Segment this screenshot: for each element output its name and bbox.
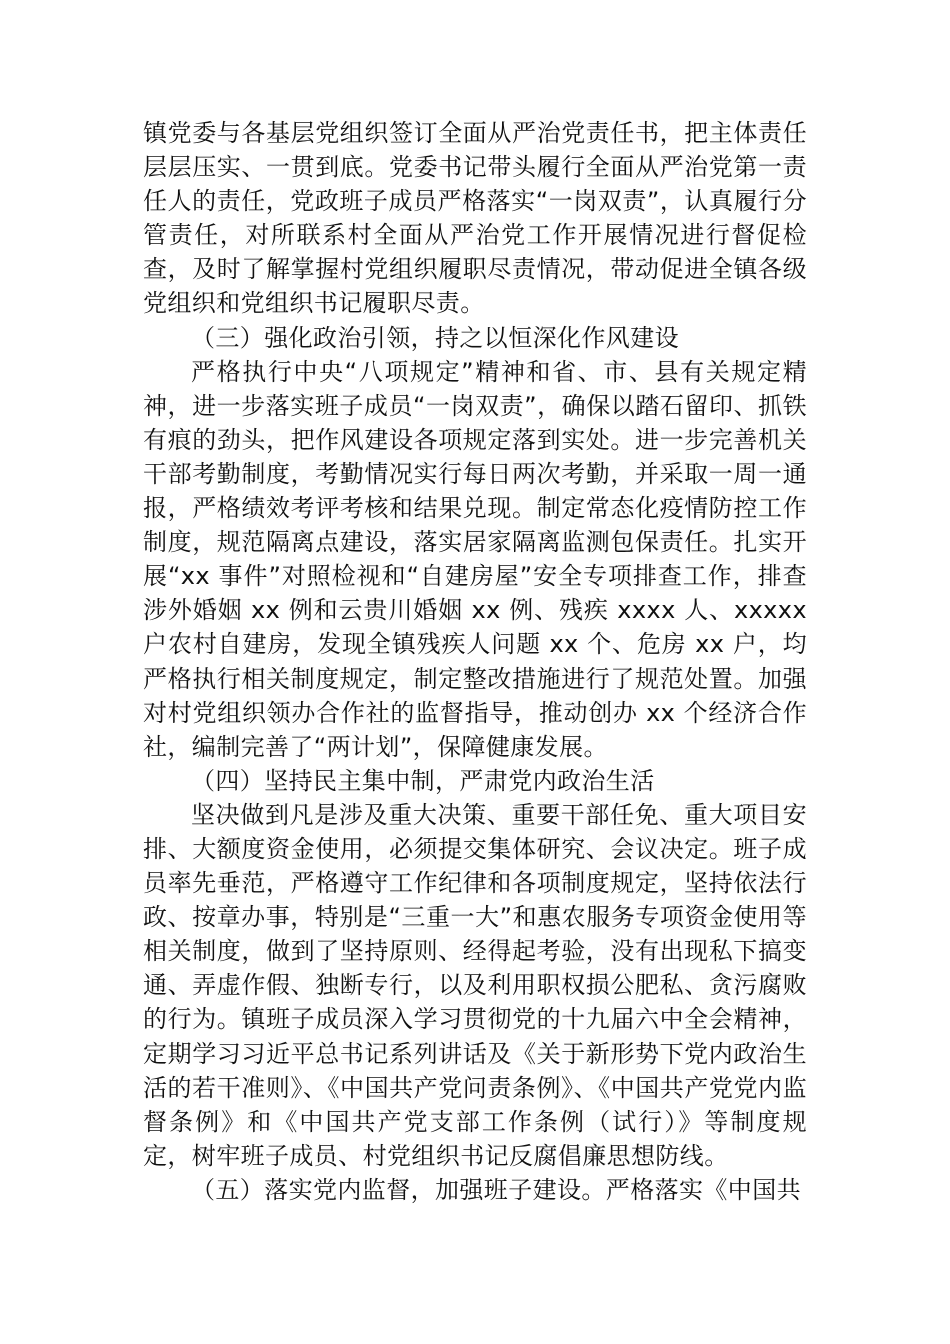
section-heading-4: （四）坚持民主集中制，严肃党内政治生活	[191, 766, 655, 795]
paragraph-section-5: （五）落实党内监督，加强班子建设。严格落实《中国共	[191, 1175, 801, 1204]
paragraph-work-style: 严格执行中央“八项规定”精神和省、市、县有关规定精神，进一步落实班子成员“一岗双责”，确保以踏石留印、抓铁有痕的劲头，把作风建设各项规定落到实处。进一步完善机关干部考勤制度，考勤情况实行每日两次考勤，并采取一周一通报，严格绩效考评考核和结果兑现。制定常态化疫情防控工作制度，规范隔离点建设，落实居家隔离监测包保责任。扎实开展“xx 事件”对照检视和“自建房屋”安全专项排查工作，排查涉外婚姻 xx 例和云贵川婚姻 xx 例、残疾 xxxx 人、xxxxx户农村自建房，发现全镇残疾人问题 xx 个、危房 xx 户，均严格执行相关制度规定，制定整改措施进行了规范处置。加强对村党组织领办合作社的监督指导，推动创办 xx 个经济合作社，编制完善了“两计划”，保障健康发展。	[143, 357, 807, 761]
section-heading-3: （三）强化政治引领，持之以恒深化作风建设	[191, 323, 679, 352]
document-page	[143, 116, 807, 1207]
paragraph-democratic-centralism: 坚决做到凡是涉及重大决策、重要干部任免、重大项目安排、大额度资金使用，必须提交集体研究、会议决定。班子成员率先垂范，严格遵守工作纪律和各项制度规定，坚持依法行政、按章办事，特别是“三重一大”和惠农服务专项资金使用等相关制度，做到了坚持原则、经得起考验，没有出现私下搞变通、弄虚作假、独断专行，以及利用职权损公肥私、贪污腐败的行为。镇班子成员深入学习贯彻党的十九届六中全会精神，定期学习习近平总书记系列讲话及《关于新形势下党内政治生活的若干准则》、《中国共产党问责条例》、《中国共产党党内监督条例》和《中国共产党支部工作条例（试行）》等制度规定，树牢班子成员、村党组织书记反腐倡廉思想防线。	[143, 800, 807, 1170]
paragraph-responsibility: 镇党委与各基层党组织签订全面从严治党责任书，把主体责任层层压实、一贯到底。党委书记带头履行全面从严治党第一责任人的责任，党政班子成员严格落实“一岗双责”，认真履行分管责任，对所联系村全面从严治党工作开展情况进行督促检查，及时了解掌握村党组织履职尽责情况，带动促进全镇各级党组织和党组织书记履职尽责。	[143, 119, 807, 318]
